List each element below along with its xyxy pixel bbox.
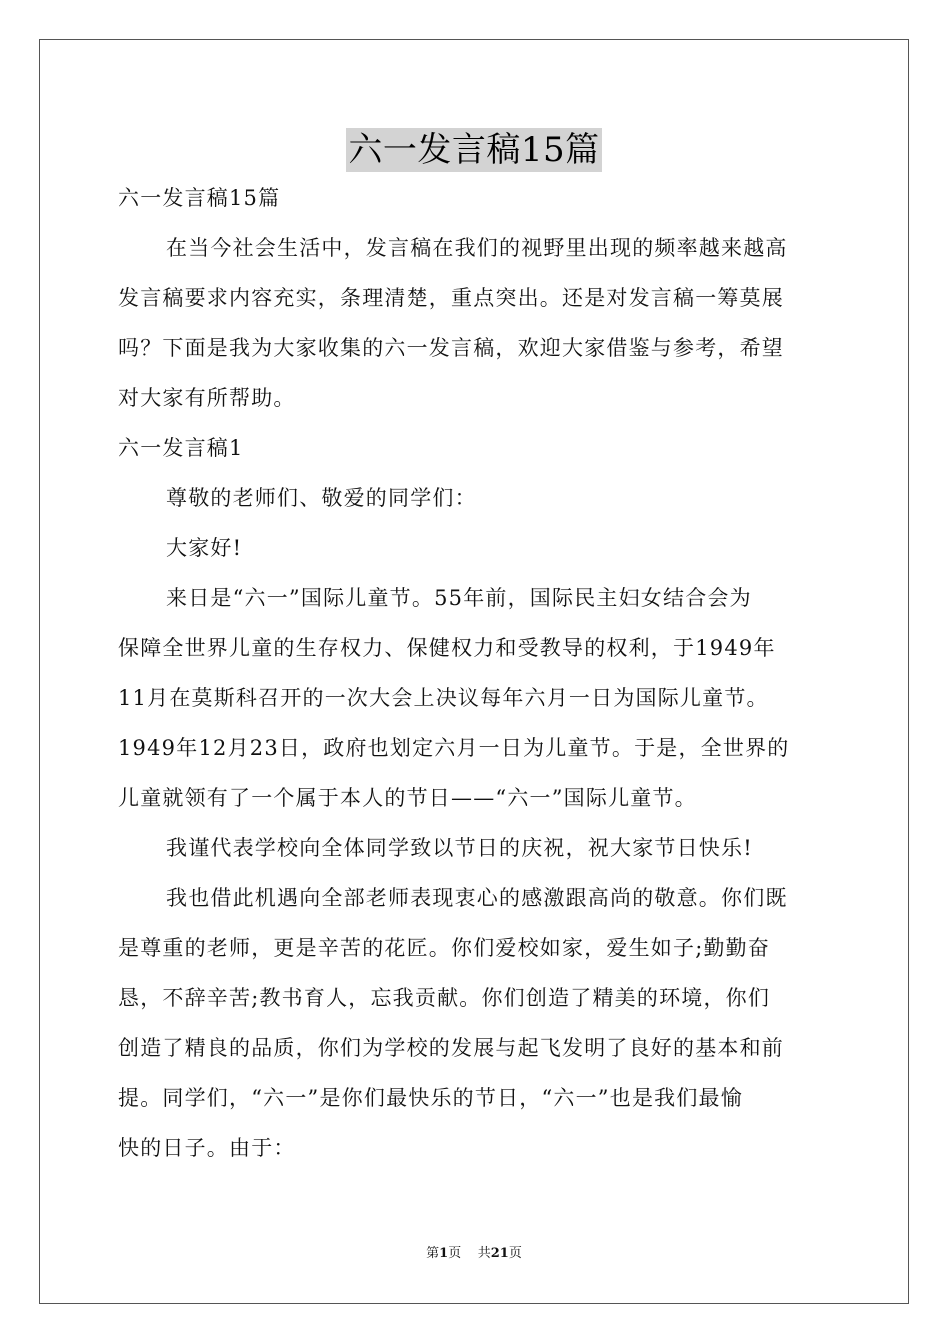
document-body (118, 182, 838, 1182)
total-suffix: 页 (508, 1246, 522, 1261)
page-prefix: 第 (426, 1246, 440, 1261)
page-suffix: 页 (448, 1246, 462, 1261)
text-line: 保障全世界儿童的生存权力、保健权力和受教导的权利，于1949年 (118, 636, 776, 660)
text-line: 发言稿要求内容充实，条理清楚，重点突出。还是对发言稿一筹莫展 (118, 286, 784, 310)
page-number: 1 (439, 1246, 449, 1261)
text-line: 来日是“六一”国际儿童节。55年前，国际民主妇女结合会为 (166, 586, 752, 610)
text-line: 是尊重的老师，更是辛苦的花匠。你们爱校如家，爱生如子;勤勤奋 (118, 936, 771, 960)
text-line: 我也借此机遇向全部老师表现衷心的感激跟高尚的敬意。你们既 (166, 886, 788, 910)
text-line: 儿童就领有了一个属于本人的节日——“六一”国际儿童节。 (118, 786, 697, 810)
text-line: 提。同学们，“六一”是你们最快乐的节日，“六一”也是我们最愉 (118, 1086, 743, 1110)
text-line: 尊敬的老师们、敬爱的同学们： (166, 486, 477, 510)
title-container (40, 128, 908, 172)
text-line: 11月在莫斯科召开的一次大会上决议每年六月一日为国际儿童节。 (118, 686, 769, 710)
text-line: 快的日子。由于： (118, 1136, 296, 1160)
text-line: 在当今社会生活中，发言稿在我们的视野里出现的频率越来越高 (166, 236, 788, 260)
text-line: 六一发言稿15篇 (118, 186, 281, 210)
text-line: 对大家有所帮助。 (118, 386, 296, 410)
document-title: 六一发言稿15篇 (348, 130, 600, 170)
text-line: 吗？下面是我为大家收集的六一发言稿，欢迎大家借鉴与参考，希望 (118, 336, 784, 360)
page-footer (40, 1242, 908, 1261)
text-line: 恳，不辞辛苦;教书育人，忘我贡献。你们创造了精美的环境，你们 (118, 986, 771, 1010)
section-heading: 六一发言稿1 (118, 436, 244, 460)
total-pages: 21 (490, 1246, 509, 1261)
text-line: 大家好! (166, 536, 243, 560)
text-line: 创造了精良的品质，你们为学校的发展与起飞发明了良好的基本和前 (118, 1036, 784, 1060)
document-page (39, 39, 909, 1304)
text-line: 我谨代表学校向全体同学致以节日的庆祝，祝大家节日快乐! (166, 836, 753, 860)
total-prefix: 共 (477, 1246, 491, 1261)
text-line: 1949年12月23日，政府也划定六月一日为儿童节。于是，全世界的 (118, 736, 790, 760)
